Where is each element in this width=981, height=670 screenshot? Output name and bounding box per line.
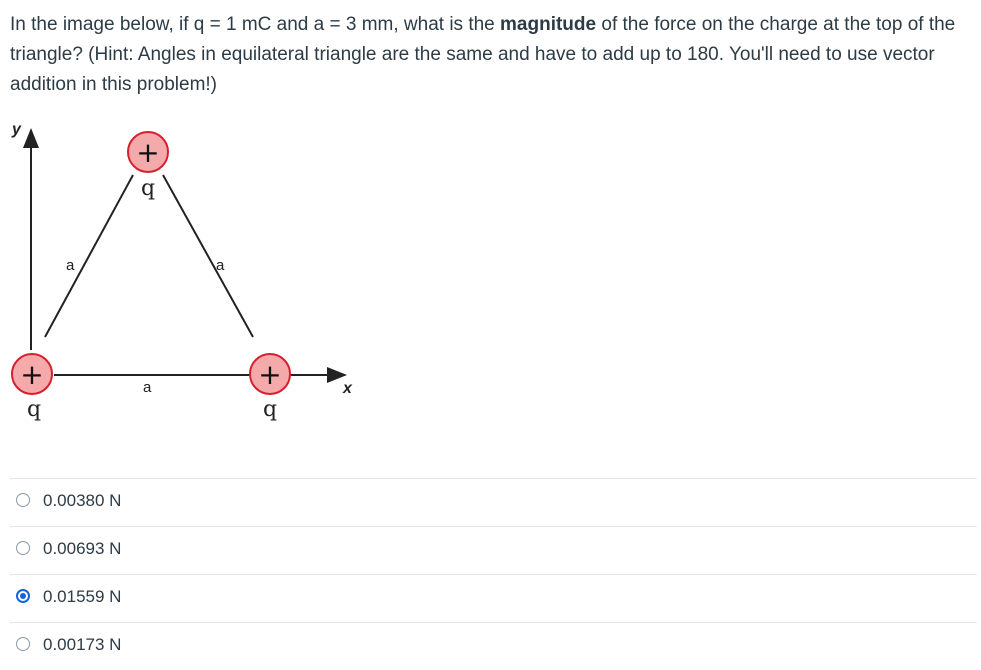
left-side-label: a — [66, 257, 75, 274]
answer-label[interactable]: 0.00173 N — [43, 635, 122, 654]
x-axis-label: x — [343, 380, 352, 397]
top-charge — [128, 132, 168, 172]
answer-option-4[interactable] — [10, 622, 977, 670]
left-charge-sign: + — [20, 358, 44, 391]
left-charge-label: q — [26, 397, 42, 422]
triangle-charge-diagram — [0, 110, 370, 430]
triangle-side-left — [45, 175, 133, 337]
question-text-part1: In the image below, if q = 1 mC and a = 3 mm, what is the — [10, 14, 501, 35]
top-charge-sign: + — [136, 136, 160, 169]
answer-list — [10, 478, 977, 670]
right-charge-sign: + — [258, 358, 282, 391]
left-charge — [12, 354, 52, 394]
y-axis-label: y — [12, 121, 21, 138]
answer-label[interactable]: 0.00693 N — [43, 539, 122, 558]
radio-button[interactable] — [16, 637, 30, 651]
question-text-part2: of the force on the charge at the top of the triangle? (Hint: Angles in equilateral triangle are the same and have to add up to 180. You'll need to use vector addition in this problem!) — [10, 14, 956, 95]
answer-label[interactable]: 0.01559 N — [43, 587, 122, 606]
answer-label[interactable]: 0.00380 N — [43, 491, 122, 510]
right-charge-label: q — [262, 397, 278, 422]
radio-button[interactable] — [16, 493, 30, 507]
top-charge-label: q — [140, 176, 156, 201]
right-side-label: a — [216, 257, 225, 274]
triangle-side-right — [163, 175, 253, 337]
radio-button-selected[interactable] — [16, 589, 30, 603]
answer-option-1[interactable] — [10, 478, 977, 526]
answer-option-2[interactable] — [10, 526, 977, 574]
question-text — [10, 10, 970, 100]
right-charge — [250, 354, 290, 394]
radio-button[interactable] — [16, 541, 30, 555]
bottom-side-label: a — [143, 379, 152, 396]
question-bold-word: magnitude — [500, 14, 597, 35]
answer-option-3[interactable] — [10, 574, 977, 622]
